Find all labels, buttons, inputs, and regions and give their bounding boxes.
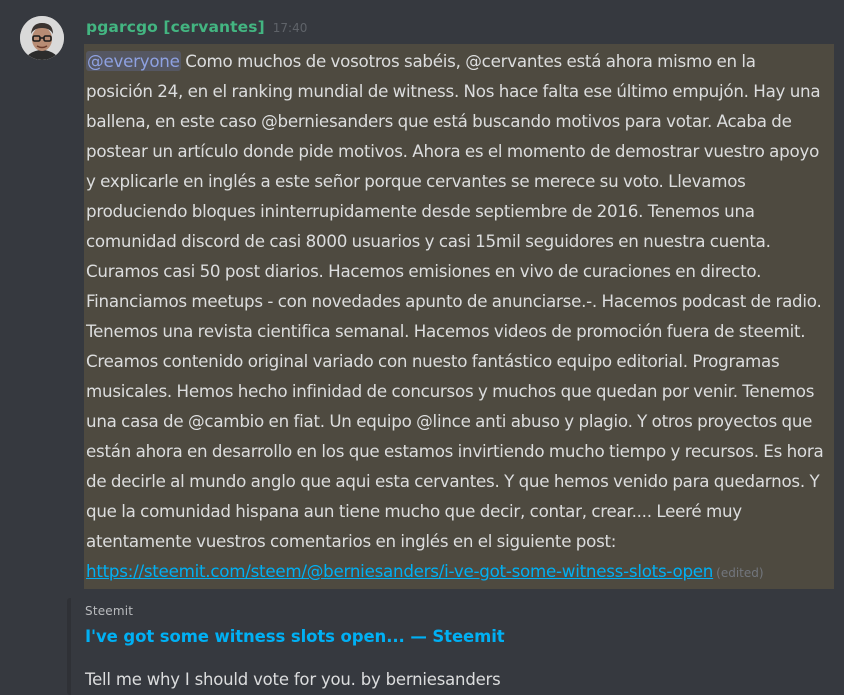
- embed-title-link[interactable]: I've got some witness slots open... — Steemit: [85, 627, 505, 646]
- author-username[interactable]: pgarcgo [cervantes]: [86, 18, 265, 36]
- link-embed: [84, 596, 844, 695]
- message-timestamp[interactable]: 17:40: [272, 21, 308, 35]
- message-content: [86, 46, 826, 588]
- edited-label: (edited): [716, 566, 764, 580]
- embed-accent-bar: [67, 598, 71, 695]
- avatar-portrait-icon: [20, 16, 64, 60]
- everyone-mention[interactable]: @everyone: [87, 51, 180, 71]
- message-header: [86, 18, 307, 42]
- steemit-post-link[interactable]: https://steemit.com/steem/@berniesanders/i-ve-got-some-witness-slots-open: [86, 561, 714, 581]
- embed-provider: Steemit: [85, 604, 134, 618]
- message-body-text: Como muchos de vosotros sabéis, @cervantes está ahora mismo en la posición 24, en el ranking mundial de witness. Nos hace falta ese último empujón. Hay una ballena, en este caso @berniesanders que está buscando motivos para votar. Acaba de postear un artículo donde pide motivos. Ahora es el momento de demostrar vuestro apoyo y explicarle en inglés a este señor porque cervantes se merece su voto. Llevamos produciendo bloques ininterrupidamente desde septiembre de 2016. Tenemos una comunidad discord de casi 8000 usuarios y casi 15mil seguidores en nuestra cuenta. Curamos casi 50 post diarios. Hacemos emisiones en vivo de curaciones en directo. Financiamos meetups - con novedades apunto de anunciarse.-. Hacemos podcast de radio. Tenemos una revista cientifica semanal. Hacemos videos de promoción fuera de steemit. Creamos contenido original variado con nuesto fantástico equipo editorial. Programas musicales. Hemos hecho infinidad de concursos y muchos que quedan por venir. Tenemos una casa de @cambio en fiat. Un equipo @lince anti abuso y plagio. Y otros proyectos que están ahora en desarrollo en los que estamos invirtiendo mucho tiempo y recursos. Es hora de decirle al mundo anglo que aqui esta cervantes. Y que hemos venido para quedarnos. Y que la comunidad hispana aun tiene mucho que decir, contar, crear.... Leeré muy atentamente vuestros comentarios en inglés en el siguiente post:: [86, 51, 824, 551]
- user-avatar[interactable]: [20, 16, 64, 60]
- embed-description: Tell me why I should vote for you. by berniesanders: [85, 670, 501, 689]
